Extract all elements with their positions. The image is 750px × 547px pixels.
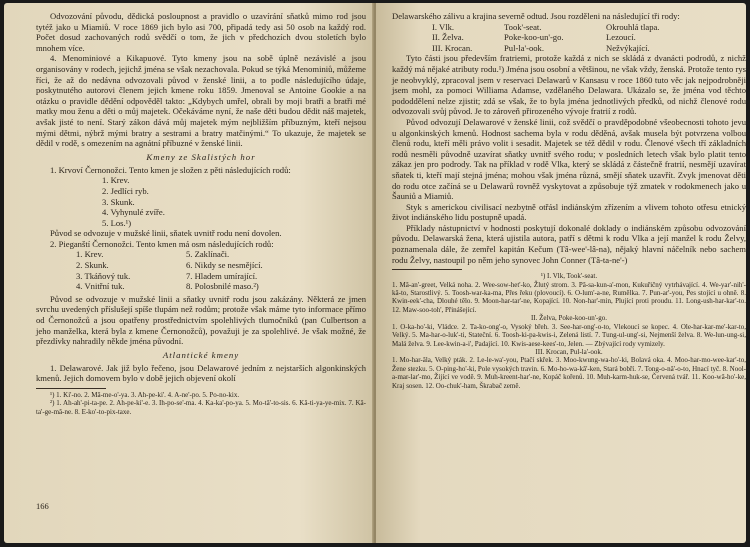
left-page (4, 3, 374, 543)
subsection-title: 2. Pieganští Černonožci. Tento kmen má osm následujících rodů: (50, 238, 274, 249)
section-heading: Atlantické kmeny (162, 349, 240, 360)
footnotes (36, 391, 366, 416)
clan-list-two-column (36, 249, 366, 291)
footnote: 1. Mâ-an'-greet, Velká noha. 2. Wee-sow-het'-ko, Žlutý strom. 3. Pâ-sa-kun-a'-mon, Kukuřičný vytrhávající. 4. We-yar'-nih'-kâ-to, Starostlivý. 5. Toosh-war-ka-ma, Přes řeku (plovoucí). 6. O-lum'-a-ne, Rumělka. 7. Pun-ar'-you, Pes stojící u ohně. 8. Kwin-eek'-cha, Dlouhé tělo. 9. Moon-har-tar'-ne, Kopající. 10. Non-har'-min, Plující proti proudu. 11. Long-ush-har-kar'-to. 12. Maw-soo-toh', Přinášející. (392, 280, 746, 314)
page-number: 166 (36, 501, 49, 511)
footnote-heading: II. Želva, Poke-koo-un'-go. (530, 314, 608, 323)
table-cell: II. Želva. (432, 32, 464, 43)
table-cell: Poke-koo-un'-go. (504, 32, 564, 43)
paragraph: Příklady nástupnictví v hodnosti poskytují dokonalé doklady o indiánském způsobu odvozování původu. Delawarská žena, která ujistila autora, patří s dětmi k rodu Vlka a její manžel k rodu Želvy, poznamenala dále, že zemřel kapitán Kečum (Tâ-wee'-lâ-na), nějaký hlavní náčelník nebo sachem rodu Želvy, nastoupil po něm jeho synovec John Conner (Tâ-ta-ne'-) (392, 222, 746, 265)
list-item: 5. Zaklínači. (186, 249, 230, 260)
paragraph: Styk s americkou civilisací nezbytně otřásl indiánským zřízením a vlivem tohoto otřesu etnický život indiánského lidu postupně upadá. (392, 201, 746, 223)
list-column (186, 249, 263, 291)
list-item: 1. Krev. (76, 249, 104, 260)
footnote-divider (36, 388, 106, 389)
table-row (432, 43, 746, 54)
table-cell: III. Krocan. (432, 42, 473, 53)
clan-list (36, 175, 366, 228)
list-item: 3. Tkáňový tuk. (76, 270, 131, 281)
footnote: ¹) 1. Ki'-no. 2. Mâ-me-o'-ya. 3. Ah-pe-ki'. 4. A-ne'-po. 5. Po-no-kix. (50, 391, 240, 399)
footnotes (392, 272, 746, 390)
paragraph: Odvozování původu, dědická posloupnost a pravidlo o uzavírání sňatků mimo rod jsou tytéž jako u Miamiů. V roce 1869 jich bylo asi 700, připadá tedy asi 50 osob na každý rod. Počet dosud zachovaných rodů svědčí o tom, že jich v předchozích dvou stoletích bylo mnohem více. (36, 11, 366, 53)
list-item: 8. Polosbnilé maso.²) (186, 281, 259, 292)
table-cell: I. Vlk. (432, 21, 455, 32)
footnote: ²) 1. Ah-ah'-pi-ta-pe. 2. Ah-pe-ki'-e. 3. Ih-po-se'-ma. 4. Ka-ka'-po-ya. 5. Mo-tâ'-to-sis. 6. Kâ-ti-ya-ye-mix. 7. Kâ-ta'-ge-mâ-ne. 8. E-ko'-to-pix-taxe. (36, 399, 366, 416)
list-item: 1. Krev. (102, 175, 130, 186)
paragraph: Původ odvozují Delawarové v ženské linii, což svědčí o pravděpodobné všeobecnosti tohoto jevu u algonkinských kmenů. Hodnost sachema byla v rodu děděná, avšak musela být potvrzena volbou členů rodu, kteří měli právo volit i sesadit. Majetek se též dědil v rodu. Členové všech tří základních rodů nesměli původně uzavírat sňatky uvnitř svého rodu; v posledních letech však bylo platit tento zákaz jen pro podrody. Tak na příklad v rodě Vlka, který se skládá z částečně fratrií, nesmějí uzavírat sňatek ti, kteří mají stejná jména; mohou však jména různá, smějí sňatek uzavřít. Zvyk jmenovat děti do rodu otce začíná se u Delawarů rovněž vyskytovat a způsobuje týž zmatek v rodokmenech jako u Šauniů a Miamiů. (392, 116, 746, 202)
clan-table (392, 22, 746, 54)
list-item: 6. Nikdy se nesmějící. (186, 260, 263, 271)
footnote-divider (392, 269, 462, 270)
table-cell: Took'-seat. (504, 21, 542, 32)
list-item: 7. Hladem umírající. (186, 270, 258, 281)
list-item: 2. Skunk. (76, 260, 109, 271)
footnote-heading: ¹) I. Vlk, Took'-seat. (540, 272, 598, 281)
list-item: 3. Skunk. (102, 196, 135, 207)
footnote-heading: III. Krocan, Pul-la'-ook. (535, 347, 603, 356)
subsection-title: 1. Krvoví Černonožci. Tento kmen je složen z pěti následujících rodů: (50, 164, 291, 175)
list-item: 5. Los.¹) (102, 217, 132, 228)
table-row (432, 22, 746, 33)
book-spread (4, 3, 746, 543)
table-cell: Nežvýkající. (606, 42, 650, 53)
right-page (376, 3, 746, 543)
table-cell: Pul-la'-ook. (504, 42, 544, 53)
list-column (36, 249, 186, 291)
list-item: 2. Jedlíci ryb. (102, 185, 149, 196)
list-item: 4. Vyhynulé zvíře. (102, 207, 165, 218)
paragraph: Tyto části jsou především fratriemi, protože každá z nich se skládá z dvanácti podrodů, z nichž každý má nějaké atributy rodu.¹) Jména jsou osobní a většinou, ne však vždy, ženská. Protože tento rys je neobvyklý, zpracoval jsem v reservaci Delawarů v Kansasu v roce 1860 tuto věc jak nejpodrobněji jsem mohl, za pomoci Williama Adamse, vzdělaného Delawara. Ukázalo se, že jména vod těchto pododdělení nelze zjistit; zdá se však, že to byla jména jednotlivých předků, od nichž členové rodu odvozovali svůj původ. Je to zároveň přirozeného vývoje fratrií z rodů. (392, 53, 746, 117)
paragraph: 4. Menominiové a Kikapuové. Tyto kmeny jsou na sobě úplně nezávislé a jsou organisovány v rodech, jejichž jména se však nezachovala. Pokud se týká Menominiů, můžeme říci, že až do nedávna odvozovali původ v ženské linii, a to podle následujícího údaje, poskytnutého autorovi členem jejich kmene roku 1859. Jmenoval se Antoine Gookie a na otázku o pravidle dědění odpověděl takto: „Kdybych umřel, obrali by moji bratři a bratři mé matky mou ženu a děti o můj majetek. Očekáváme nyní, že naše děti budou dědit náš majetek, avšak jisté to není. Starý zákon dává můj majetek mým nejbližším příbuzným, kteří nejsou mými dětmi, nýbrž mými bratry a sestrami a bratry matčinými.“ To ukazuje, že majetek se dědil v rodě, s omezením na agnátní příbuzné v ženské linii. (36, 53, 366, 149)
paragraph: Delawarského zálivu a krajina severně odtud. Jsou rozděleni na následující tři rody: (392, 11, 680, 21)
footnote: 1. Mo-har-âla, Velký pták. 2. Le-le-wa'-you, Ptačí skřek. 3. Moo-kwung-wa-ho'-ki, Bolavá oka. 4. Moo-har-mo-wee-kar'-to, Žene stezku. 5. O-ping-ho'-ki, Pole vysokých travin. 6. Mo-ho-wa-kâ'-ken, Stará bobří. 7. Tong-o-nâ'-o-to, Hnací tyč. 8. Nool-a-mar-lar'-mo, Žijící ve vodě. 9. Muh-kreent-har'-ne, Kopáč kořenů. 10. Muh-karm-huk-se, Červená tvář. 11. Koo-wâ-ho'-ke, Kraj sosen. 12. Oo-chuk'-ham, Škrabač země. (392, 356, 746, 390)
footnote: 1. O-ka-ho'-ki, Vládce. 2. Ta-ko-ong'-o, Vysoký břeh. 3. See-har-ong'-o-to, Vlekoucí se kopec. 4. Ole-har-kar-me'-kar-to, Velký. 5. Ma-har-o-luk'-ti, Stateční. 6. Toosh-ki-pa-kwis-i, Zelená listí. 7. Tung-ul-ung'-si, Nejmenší želva. 8. We-lun-ung-si, Malá želva. 9. Lee-kwin-a-i', Padající. 10. Kwis-aese-kees'-to, Jelen. — Zbývající rody vymizely. (392, 322, 746, 348)
paragraph: Původ se odvozuje v mužské linii, sňatek uvnitř rodu není dovolen. (50, 228, 282, 239)
table-cell: Okrouhlá tlapa. (606, 21, 660, 32)
table-cell: Lezoucí. (606, 32, 636, 43)
list-item: 4. Vnitřní tuk. (76, 281, 125, 292)
table-row (432, 32, 746, 43)
paragraph: Původ se odvozuje v mužské linii a sňatky uvnitř rodu jsou zakázány. Některá ze jmen svrchu uvedených příslušejí spíše tlupám než rodům; protože však máme tyto informace přímo od Černonožců a jsou opatřeny prostřednictvím spolehlivých tlumočníků (pan Culbertson a jeho manželka, která byla z kmene Černonožců), považuji je za spolehlivé. Je však možné, že přezdívky nahradily někde jména původní. (36, 293, 366, 347)
section-heading: Kmeny ze Skalistých hor (146, 151, 256, 162)
paragraph: 1. Delawarové. Jak již bylo řečeno, jsou Delawarové jedním z nejstarších algonkinských kmenů. Jejich domovem bylo v době jejich objevení okolí (36, 362, 366, 384)
